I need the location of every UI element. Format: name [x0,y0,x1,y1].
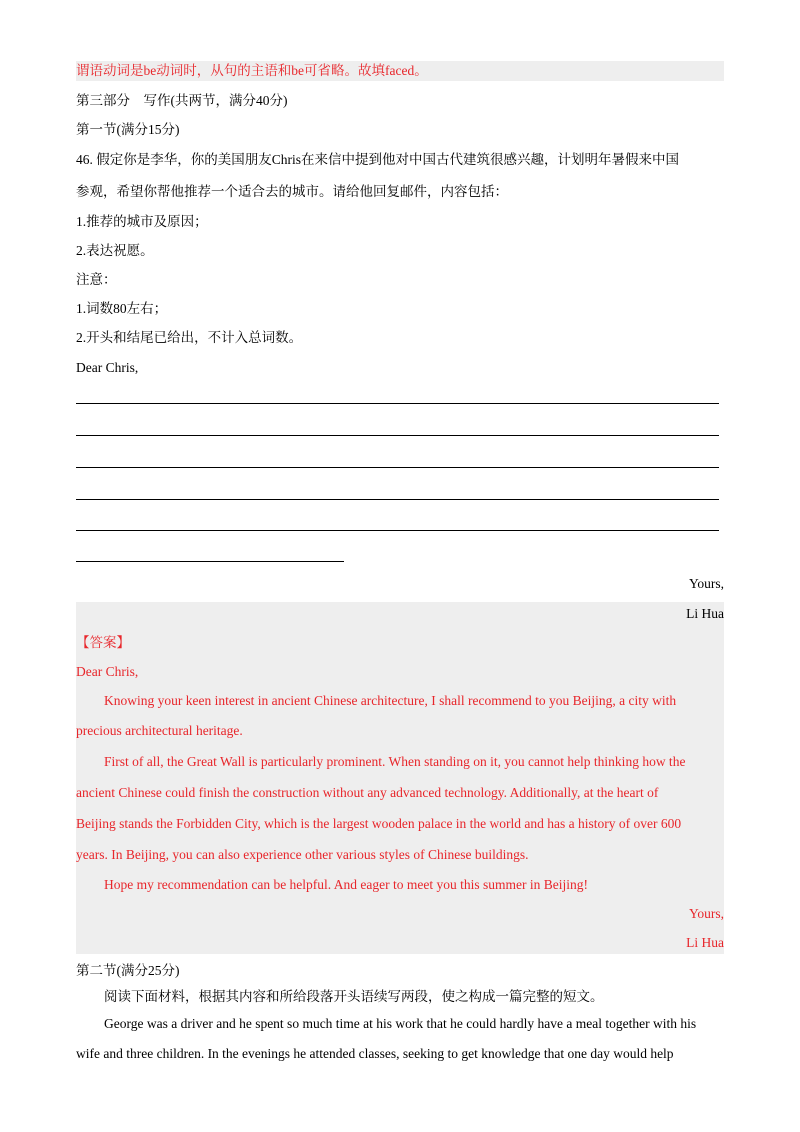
part3-heading: 第三部分 写作(共两节，满分40分) [76,93,288,108]
letter-closing: Yours, [688,576,724,591]
note-1: 1.词数80左右； [76,301,168,316]
answer-label: 【答案】 [76,635,130,650]
story-line: wife and three children. In the evenings he attended classes, seeking to get knowledge that one day would help [76,1046,674,1061]
letter-salutation: Dear Chris, [76,360,139,375]
answer-salutation: Dear Chris, [76,664,139,679]
answer-line-text: First of all, the Great Wall is particularly prominent. When standing on it, you cannot help thinking how the [104,754,686,769]
task-point-1: 1.推荐的城市及原因； [76,214,208,229]
answer-line-short [76,561,344,562]
section2-heading: 第二节(满分25分) [76,963,180,978]
task-line-2: 参观，希望你帮他推荐一个适合去的城市。请给他回复邮件，内容包括： [76,184,508,199]
answer-line [76,530,719,531]
task-point-2: 2.表达祝愿。 [76,243,154,258]
answer-line [76,467,719,468]
answer-line [76,403,719,404]
answer-box [76,602,724,954]
answer-line-text: Knowing your keen interest in ancient Chinese architecture, I shall recommend to you Beijing, a city with [104,693,677,708]
answer-line-text: Hope my recommendation can be helpful. And eager to meet you this summer in Beijing! [104,877,589,892]
answer-signature: Li Hua [686,935,724,950]
notes-label: 注意： [76,272,117,287]
answer-line-text: years. In Beijing, you can also experience other various styles of Chinese buildings. [76,847,529,862]
note-2: 2.开头和结尾已给出，不计入总词数。 [76,330,303,345]
section2-instruction: 阅读下面材料，根据其内容和所给段落开头语续写两段，使之构成一篇完整的短文。 [104,989,604,1004]
answer-line [76,499,719,500]
task-line-1: 46. 假定你是李华，你的美国朋友Chris在来信中提到他对中国古代建筑很感兴趣，计划明年暑假来中国 [76,152,680,167]
answer-line [76,435,719,436]
letter-signature: Li Hua [686,606,724,621]
section1-heading: 第一节(满分15分) [76,122,180,137]
answer-line-text: precious architectural heritage. [76,723,243,738]
answer-line-text: ancient Chinese could finish the construction without any advanced technology. Additionally, at the heart of [76,785,659,800]
top-note: 谓语动词是be动词时，从句的主语和be可省略。故填faced。 [76,63,428,78]
answer-closing: Yours, [688,906,724,921]
answer-line-text: Beijing stands the Forbidden City, which is the largest wooden palace in the world and has a history of over 600 [76,816,682,831]
story-line: George was a driver and he spent so much time at his work that he could hardly have a meal together with his [104,1016,697,1031]
